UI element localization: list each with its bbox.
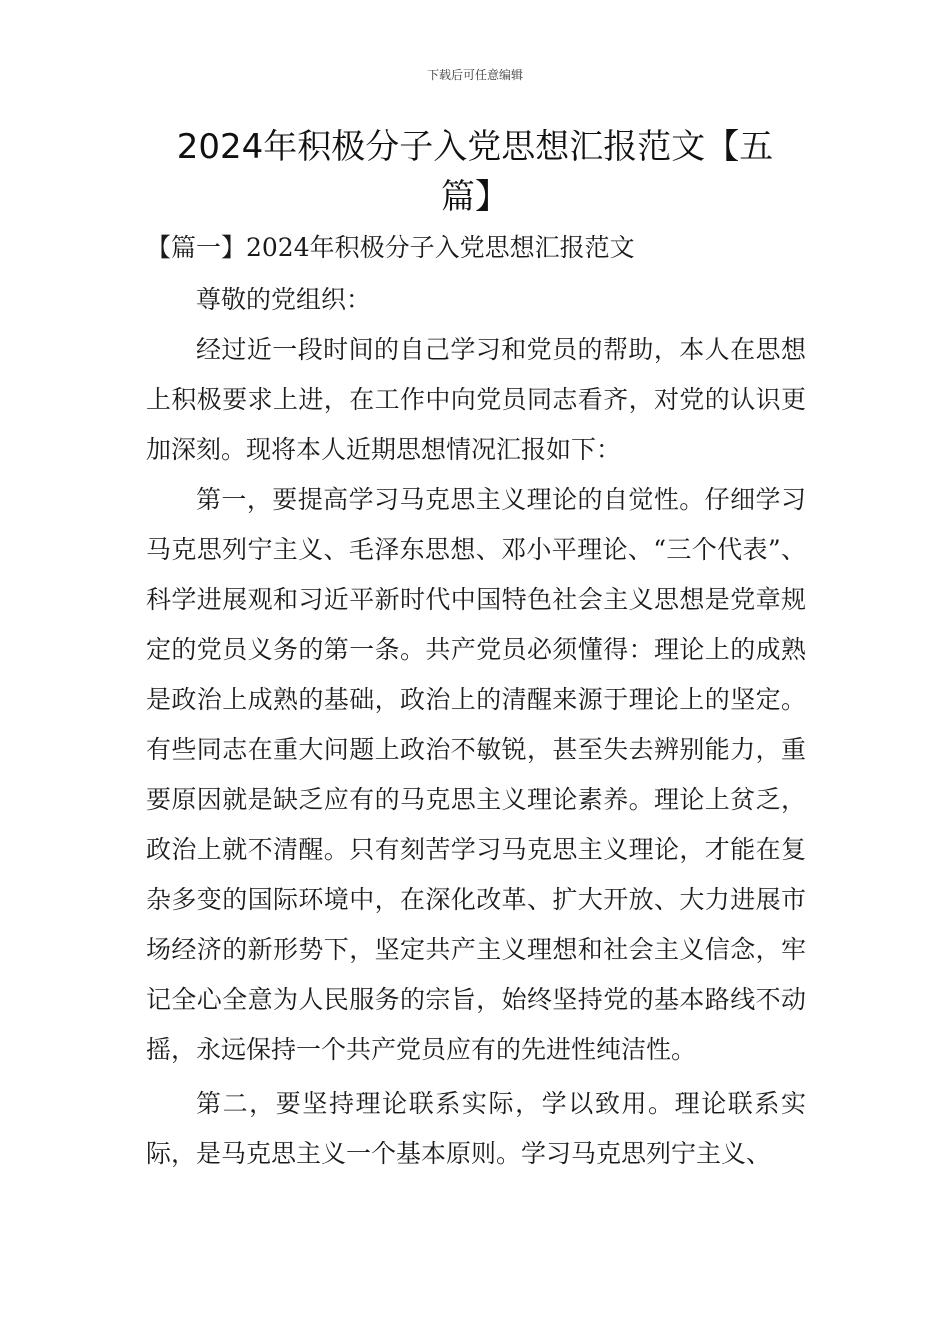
header-note: 下载后可任意编辑 bbox=[426, 68, 523, 82]
paragraph-intro: 经过近一段时间的自己学习和党员的帮助，本人在思想上积极要求上进，在工作中向党员同志看齐，对党的认识更加深刻。现将本人近期思想情况汇报如下： bbox=[146, 335, 806, 464]
document-body bbox=[146, 275, 806, 1179]
paragraph-first-point: 第一，要提高学习马克思主义理论的自觉性。仔细学习马克思列宁主义、毛泽东思想、邓小平理论、“三个代表”、科学进展观和习近平新时代中国特色社会主义思想是党章规定的党员义务的第一条。共产党员必须懂得：理论上的成熟是政治上成熟的基础，政治上的清醒来源于理论上的坚定。有些同志在重大问题上政治不敏锐，甚至失去辨别能力，重要原因就是缺乏应有的马克思主义理论素养。理论上贫乏，政治上就不清醒。只有刻苦学习马克思主义理论，才能在复杂多变的国际环境中，在深化改革、扩大开放、大力进展市场经济的新形势下，坚定共产主义理想和社会主义信念，牢记全心全意为人民服务的宗旨，始终坚持党的基本路线不动摇，永远保持一个共产党员应有的先进性纯洁性。 bbox=[146, 485, 806, 1064]
document-title: 2024年积极分子入党思想汇报范文【五篇】 bbox=[176, 127, 774, 217]
salutation: 尊敬的党组织： bbox=[196, 285, 372, 314]
paragraph-second-point: 第二，要坚持理论联系实际，学以致用。理论联系实际，是马克思主义一个基本原则。学习马克思列宁主义、 bbox=[146, 1089, 806, 1168]
section-heading: 【篇一】2024年积极分子入党思想汇报范文 bbox=[146, 233, 635, 262]
